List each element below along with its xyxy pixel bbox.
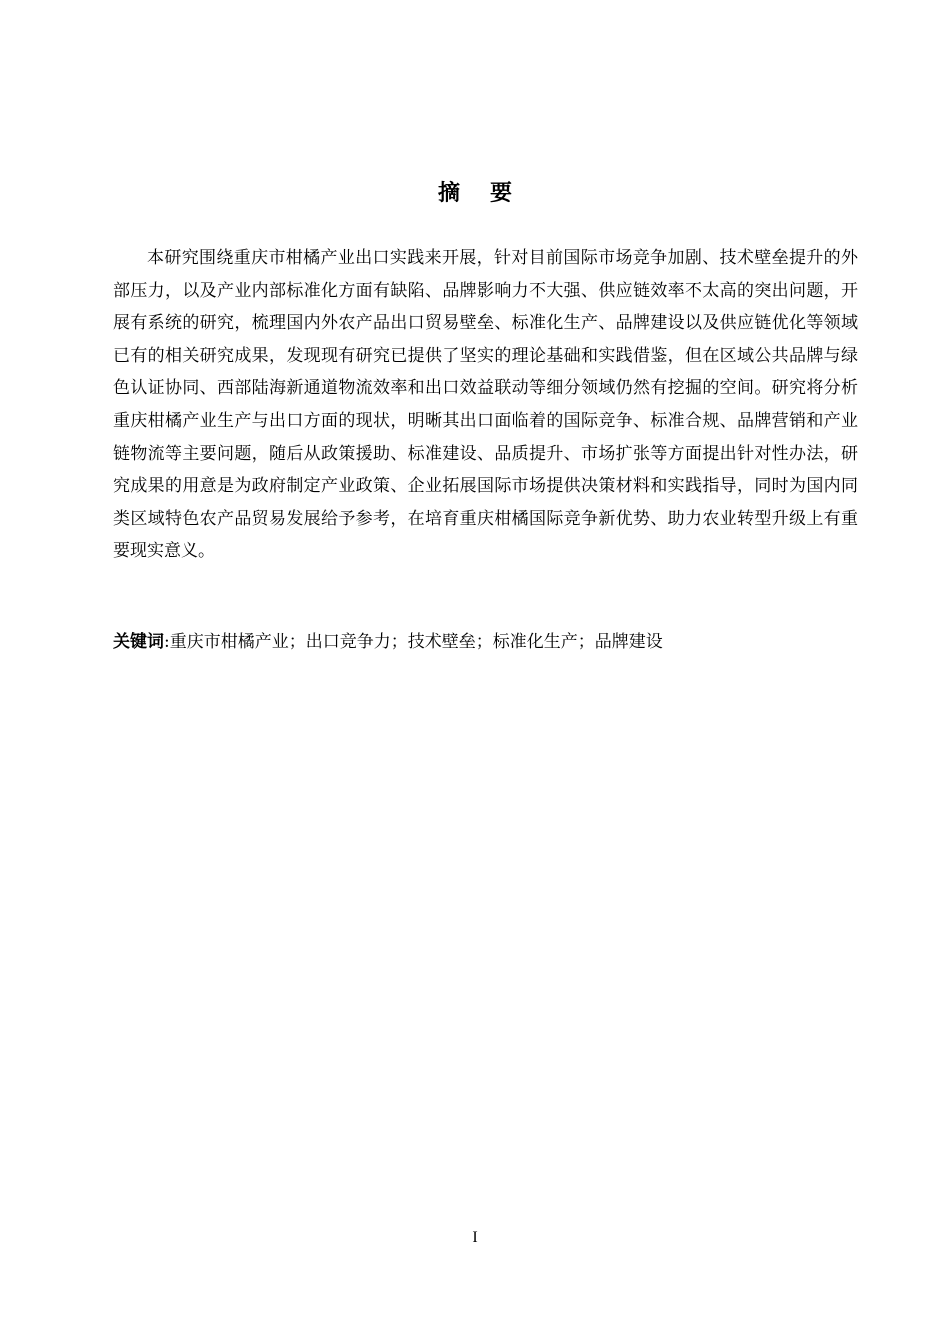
- keywords-label: 关键词: [113, 632, 164, 652]
- keywords-separator: :: [164, 632, 170, 652]
- keywords-list: 重庆市柑橘产业；出口竞争力；技术壁垒；标准化生产；品牌建设: [169, 632, 663, 652]
- abstract-title: 摘要: [437, 181, 542, 206]
- keywords-line: [113, 626, 858, 658]
- abstract-body: 本研究围绕重庆市柑橘产业出口实践来开展，针对目前国际市场竞争加剧、技术壁垒提升的外部压力，以及产业内部标准化方面有缺陷、品牌影响力不大强、供应链效率不太高的突出问题，开展有系统的研究，梳理国内外农产品出口贸易壁垒、标准化生产、品牌建设以及供应链优化等领域已有的相关研究成果，发现现有研究已提供了坚实的理论基础和实践借鉴，但在区域公共品牌与绿色认证协同、西部陆海新通道物流效率和出口效益联动等细分领域仍然有挖掘的空间。研究将分析重庆柑橘产业生产与出口方面的现状，明晰其出口面临着的国际竞争、标准合规、品牌营销和产业链物流等主要问题，随后从政策援助、标准建设、品质提升、市场扩张等方面提出针对性办法，研究成果的用意是为政府制定产业政策、企业拓展国际市场提供决策材料和实践指导，同时为国内同类区域特色农产品贸易发展给予参考，在培育重庆柑橘国际竞争新优势、助力农业转型升级上有重要现实意义。: [113, 248, 858, 562]
- page-number: I: [472, 1229, 478, 1246]
